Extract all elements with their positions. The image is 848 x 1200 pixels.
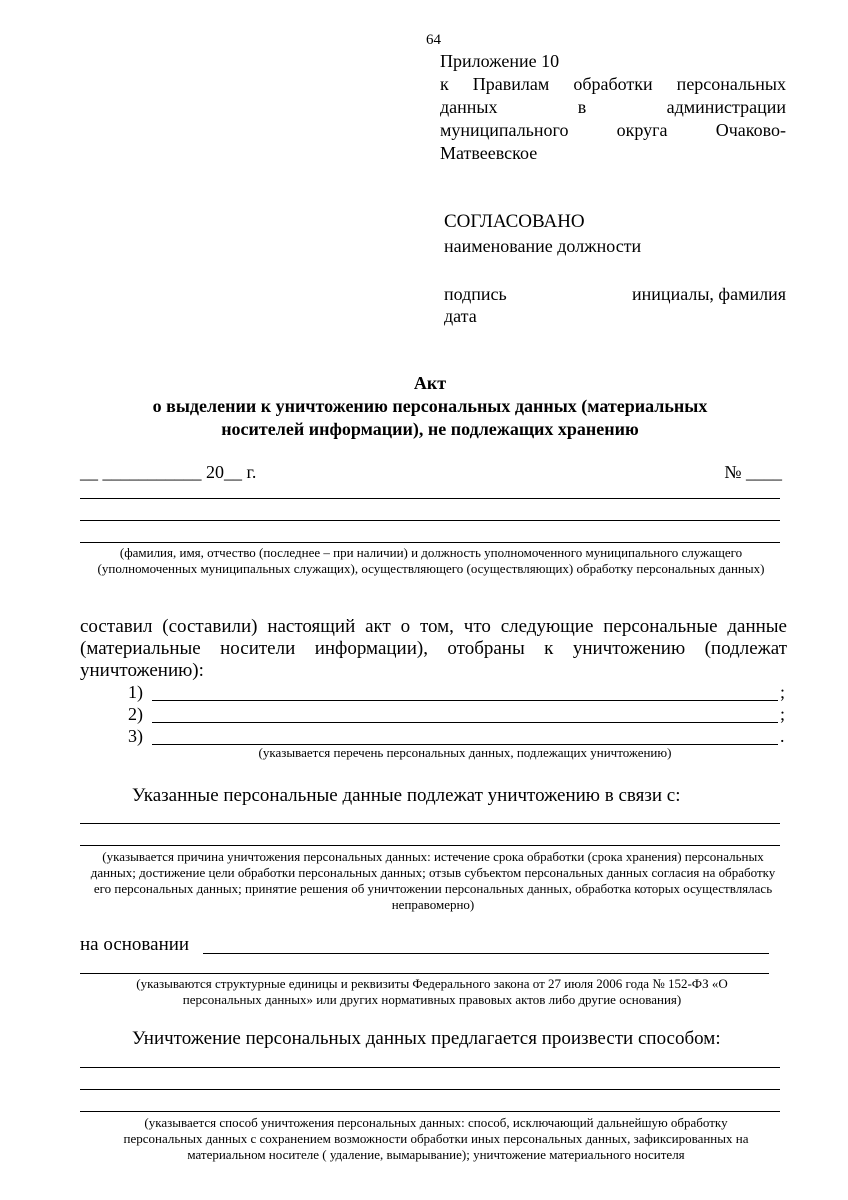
act-date-field[interactable]: __ ___________ 20__ г.	[80, 462, 257, 482]
reason-blank-line[interactable]	[80, 845, 780, 846]
approval-date: дата	[444, 306, 477, 326]
page-number: 64	[426, 32, 441, 48]
appendix-header	[440, 50, 786, 165]
act-number-field[interactable]: № ____	[724, 462, 782, 482]
reason-note: (указывается причина уничтожения персональных данных: истечение срока обработки (срока хранения) персональных данных; достижение цели обработки персональных данных; отзыв субъектом персональных данных согласия на обработку его персональных данных; принятие решения об уничтожении персональных данных, обработка которых осуществлялась неправомерно)	[90, 849, 776, 912]
approval-signature-row	[444, 284, 786, 305]
appendix-line: к Правилам обработки персональных	[440, 74, 786, 94]
reason-heading: Указанные персональные данные подлежат уничтожению в связи с:	[132, 785, 681, 806]
compiler-blank-line[interactable]	[80, 498, 780, 499]
item-blank-line[interactable]	[152, 722, 778, 723]
method-blank-line[interactable]	[80, 1111, 780, 1112]
item-number: 3)	[128, 726, 143, 746]
basis-note: (указываются структурные единицы и реквизиты Федерального закона от 27 июля 2006 года № 152-ФЗ «О персональных данных» или других нормативных правовых актов либо другие основания)	[136, 976, 728, 1007]
basis-blank-line[interactable]	[203, 953, 769, 954]
appendix-title: Приложение 10	[440, 51, 560, 71]
item-blank-line[interactable]	[152, 700, 778, 701]
act-title: Акт	[413, 373, 447, 393]
item-number: 2)	[128, 704, 143, 724]
approval-signature: подпись	[444, 284, 507, 304]
act-title-block	[80, 372, 780, 441]
appendix-line: данных в администрации	[440, 97, 786, 117]
act-subtitle: носителей информации), не подлежащих хранению	[221, 419, 639, 439]
approval-position: наименование должности	[444, 236, 642, 256]
compiler-blank-line[interactable]	[80, 520, 780, 521]
list-note: (указывается перечень персональных данных, подлежащих уничтожению)	[258, 745, 672, 760]
item-end-mark: ;	[780, 682, 786, 702]
approval-initials: инициалы, фамилия	[632, 284, 786, 304]
basis-label: на основании	[80, 934, 190, 955]
compiler-blank-line[interactable]	[80, 542, 780, 543]
basis-blank-line[interactable]	[80, 973, 769, 974]
method-heading: Уничтожение персональных данных предлагается произвести способом:	[132, 1028, 721, 1049]
compiler-note: (фамилия, имя, отчество (последнее – при наличии) и должность уполномоченного муниципального служащего (уполномоченных муниципальных служащих), осуществляющего (осуществляющих) обработку персональных данных)	[97, 545, 765, 576]
item-end-mark: .	[780, 726, 785, 746]
compiled-statement: составил (составили) настоящий акт о том, что следующие персональные данные (материальные носители информации), отобраны к уничтожению (подлежат уничтожению):	[80, 616, 787, 681]
appendix-line: муниципального округа Очаково-	[440, 120, 786, 140]
method-blank-line[interactable]	[80, 1089, 780, 1090]
appendix-line: Матвеевское	[440, 143, 538, 163]
item-number: 1)	[128, 682, 143, 702]
reason-blank-line[interactable]	[80, 823, 780, 824]
approval-title: СОГЛАСОВАНО	[444, 211, 585, 232]
item-end-mark: ;	[780, 704, 786, 724]
act-subtitle: о выделении к уничтожению персональных данных (материальных	[152, 396, 708, 416]
method-note: (указывается способ уничтожения персональных данных: способ, исключающий дальнейшую обработку персональных данных с сохранением возможности обработки иных персональных данных, зафиксированных на материальном носителе ( удаление, вымарывание); уничтожение материального носителя	[123, 1115, 749, 1162]
method-blank-line[interactable]	[80, 1067, 780, 1068]
